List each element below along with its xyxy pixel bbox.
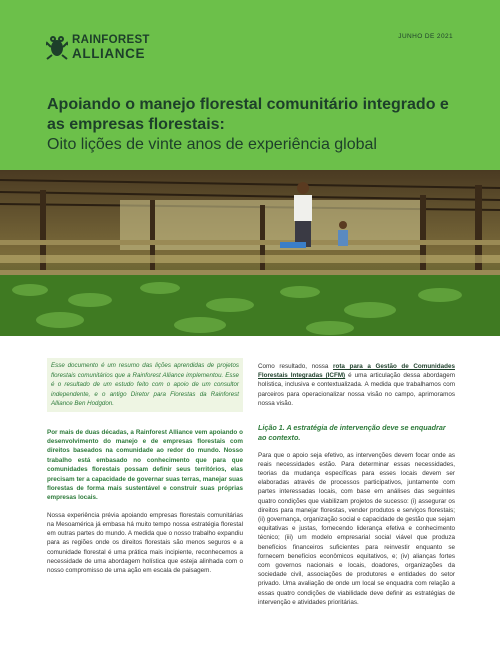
cover-photo [0,170,500,336]
lesson-1-heading: Lição 1. A estratégia de intervenção deve se enquadrar ao contexto. [258,423,446,442]
icfm-paragraph [258,362,455,408]
document-subtitle: Oito lições de vinte anos de experiência global [47,136,377,153]
icfm-text-end: é uma articulação dessa abordagem holística, inclusiva e contextualizada. A medida que trabalhamos com parceiros para operacionalizar nossa visão no campo, aprimoramos nossa visão. [258,372,455,407]
header-banner [0,0,500,170]
frog-icon [46,33,68,61]
icfm-link[interactable]: rota para a Gestão de Comunidades Florestais Integradas (ICFM) [258,363,455,380]
left-column [47,358,243,575]
rainforest-alliance-logo [46,30,176,64]
icfm-text-start: Como resultado, nossa [258,363,334,370]
lesson-1-text: Para que o apoio seja efetivo, as intervenções devem focar onde as reais necessidades estão. Para determinar essas necessidades, teorias da mudança específicas para esses locais devem ser elaboradas através de processos participativos, juntamente com partes interessadas locais, com base em análises das seguintes quatro condições que viabilizam projetos de sucesso: (i) assegurar os direitos para manejar florestas, vender produtos e serviços florestais; (ii) governança, organização social e capacidade de gestão que sejam equitativas e justas, fornecendo liderança efetiva e conhecimento técnico; (iii) um modelo empresarial social viável que produza benefícios financeiros suficientes para reinvestir enquanto se fornecem benefícios econômicos equitativos, e; (iv) alianças fortes com governos nacionais e locais, doadores, organizações da sociedade civil, associações de produtores e entidades do setor privado. Uma avaliação de onde um local se enquadra com relação a essas quatro condições de viabilidade deve definir as estratégias de intervenção e atividades prioritárias. [258,451,455,606]
document-title: Apoiando o manejo florestal comunitário integrado e as empresas florestais: [47,96,449,133]
summary-box: Esse documento é um resumo das lições aprendidas de projetos florestais comunitários que a Rainforest Alliance implementou. Esse é o resultado de um estudo feito com o apoio de um consultor independente, e o antigo Diretor para Florestas da Rainforest Alliance Ben Hodgdon. [47,358,243,412]
publication-date: JUNHO DE 2021 [398,33,453,40]
nursery-scene-image [0,170,500,336]
logo-line2: ALLIANCE [72,46,146,61]
logo-line1: RAINFOREST [72,34,150,46]
body-paragraph: Nossa experiência prévia apoiando empresas florestais comunitárias na Mesoamérica já embasa há muito tempo nossa estratégia florestal em outras partes do mundo. A medida que o nosso trabalho expandiu para as regiões onde os direitos florestais são menos seguros e a comunidade florestal é uma prática mais incipiente, reconhecemos a necessidade de uma abordagem holística que esteja alinhada com o nosso compromisso de uma ação em escala de paisagem. [47,511,243,574]
right-column [258,362,455,607]
intro-paragraph: Por mais de duas décadas, a Rainforest Alliance vem apoiando o desenvolvimento do manejo e de empresas florestais com direitos baseados na comunidade ao redor do mundo. Nosso trabalho está embasado no conhecimento que para que comunidades florestais possam definir seus territórios, elas precisam ter a capacidade de governar suas terras, manejar suas florestas de forma mais sustentável e construir suas próprias empresas locais. [47,428,243,502]
